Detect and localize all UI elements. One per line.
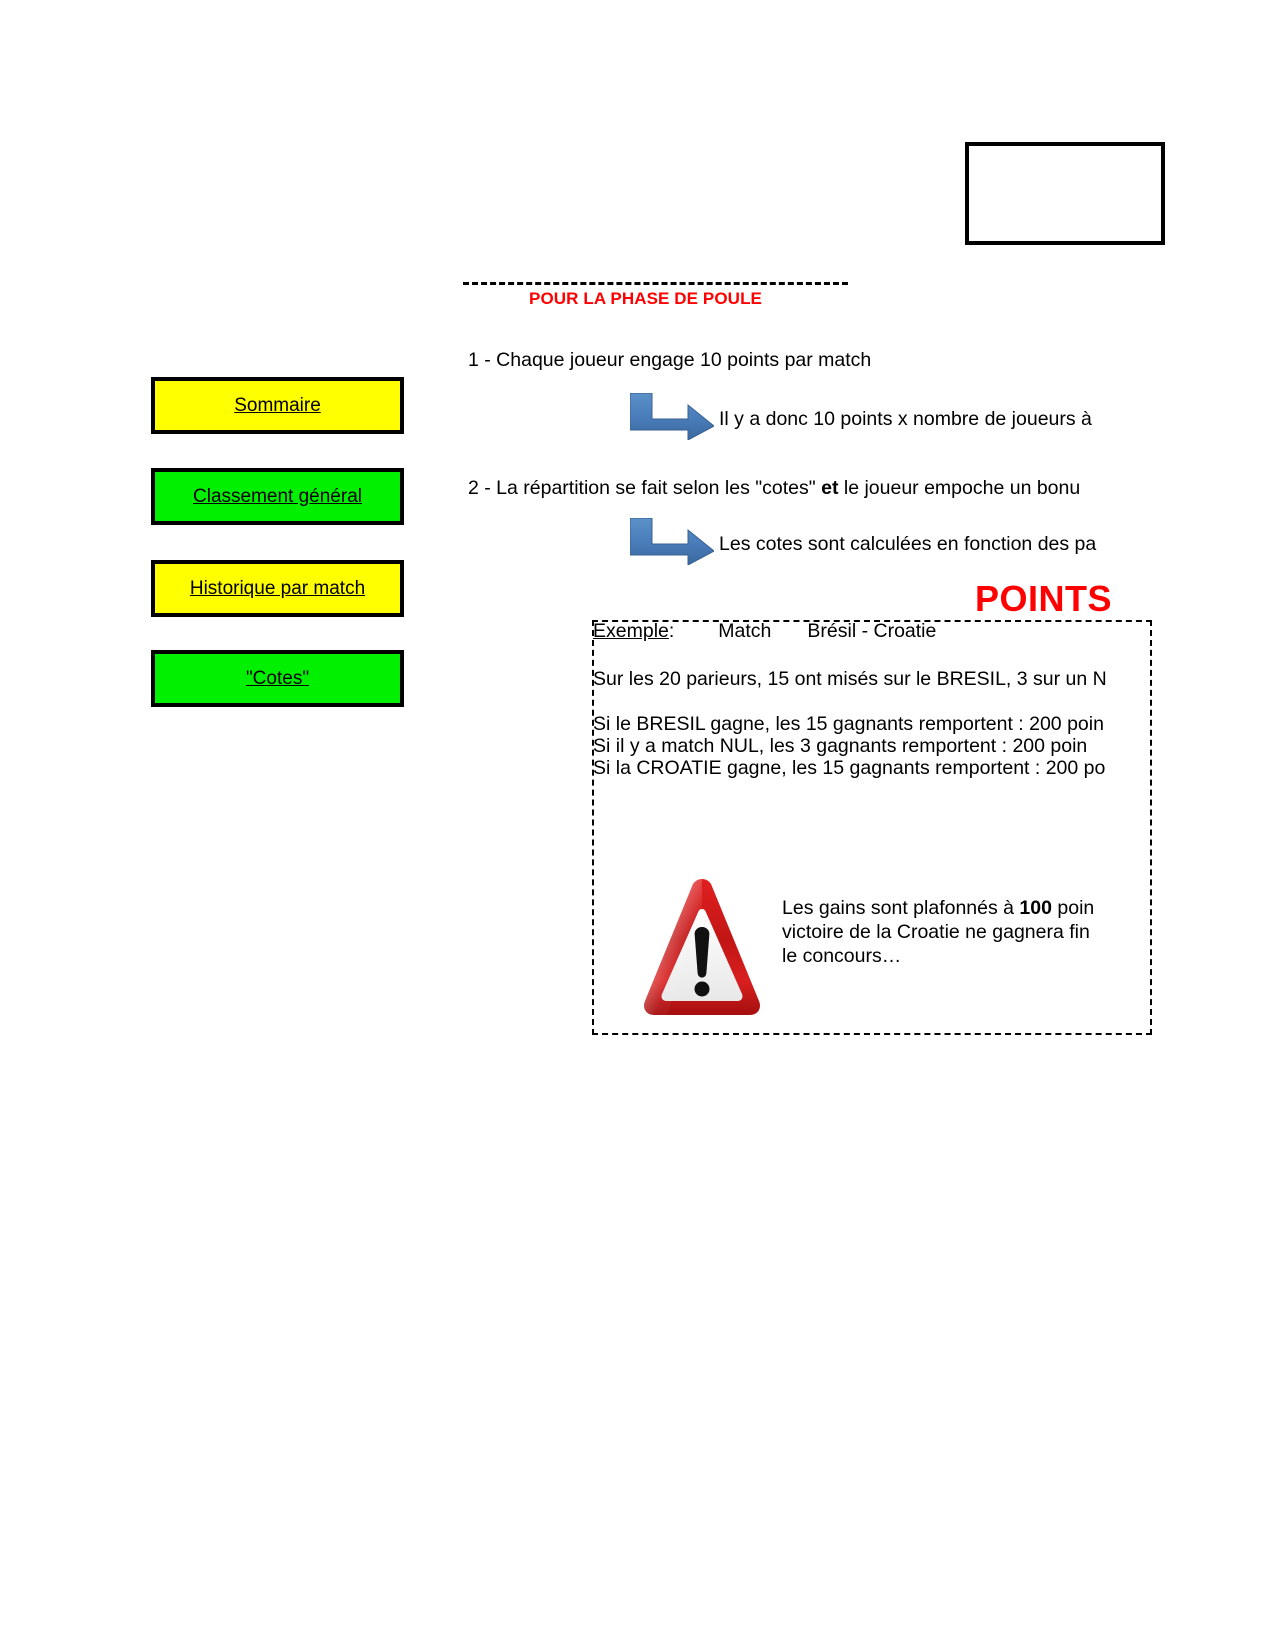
nav-button-classement-general[interactable] — [151, 468, 404, 525]
points-heading: POINTS — [975, 578, 1113, 619]
elbow-arrow-icon — [630, 518, 714, 565]
warning-text-line-2: victoire de la Croatie ne gagnera fin — [782, 921, 1090, 943]
example-header — [593, 620, 936, 643]
example-label: Exemple — [593, 620, 669, 642]
warning-text-line-1 — [782, 896, 1094, 920]
warning-text-line-3: le concours… — [782, 945, 902, 967]
nav-button-sommaire[interactable] — [151, 377, 404, 434]
sub-rule-line-1: Il y a donc 10 points x nombre de joueurs à — [719, 408, 1092, 430]
warning-line1-suffix: poin — [1051, 897, 1095, 919]
example-intro: Sur les 20 parieurs, 15 ont misés sur le BRESIL, 3 sur un N — [593, 668, 1107, 690]
section-title: POUR LA PHASE DE POULE — [529, 289, 762, 308]
elbow-arrow-icon — [630, 393, 714, 440]
warning-triangle-icon — [641, 873, 763, 1021]
sub-rule-line-2: Les cotes sont calculées en fonction des pa — [719, 533, 1097, 555]
nav-button-label: Classement général — [193, 486, 362, 507]
example-result-line: Si la CROATIE gagne, les 15 gagnants remportent : 200 po — [593, 757, 1106, 779]
nav-button-cotes[interactable] — [151, 650, 404, 707]
section-divider — [463, 282, 848, 285]
empty-frame-box — [965, 142, 1165, 245]
warning-line1-bold: 100 — [1019, 897, 1052, 919]
nav-button-label: "Cotes" — [245, 668, 310, 689]
nav-button-label: Sommaire — [234, 395, 321, 416]
example-match-value: Brésil - Croatie — [807, 620, 937, 642]
rule-line-2 — [468, 477, 1080, 500]
warning-line1-prefix: Les gains sont plafonnés à — [782, 897, 1020, 919]
rule-line-1: 1 - Chaque joueur engage 10 points par match — [468, 349, 872, 371]
nav-button-label: Historique par match — [189, 578, 366, 599]
example-result-line: Si le BRESIL gagne, les 15 gagnants remportent : 200 poin — [593, 713, 1104, 735]
nav-button-historique-par-match[interactable] — [151, 560, 404, 617]
example-match-label: Match — [718, 620, 772, 642]
rule-line-2-text: 2 - La répartition se fait selon les "cotes" et le joueur empoche un bonu — [468, 477, 1081, 499]
example-result-line: Si il y a match NUL, les 3 gagnants remportent : 200 poin — [593, 735, 1088, 757]
warning-text — [782, 896, 1094, 968]
example-colon: : — [668, 620, 675, 642]
